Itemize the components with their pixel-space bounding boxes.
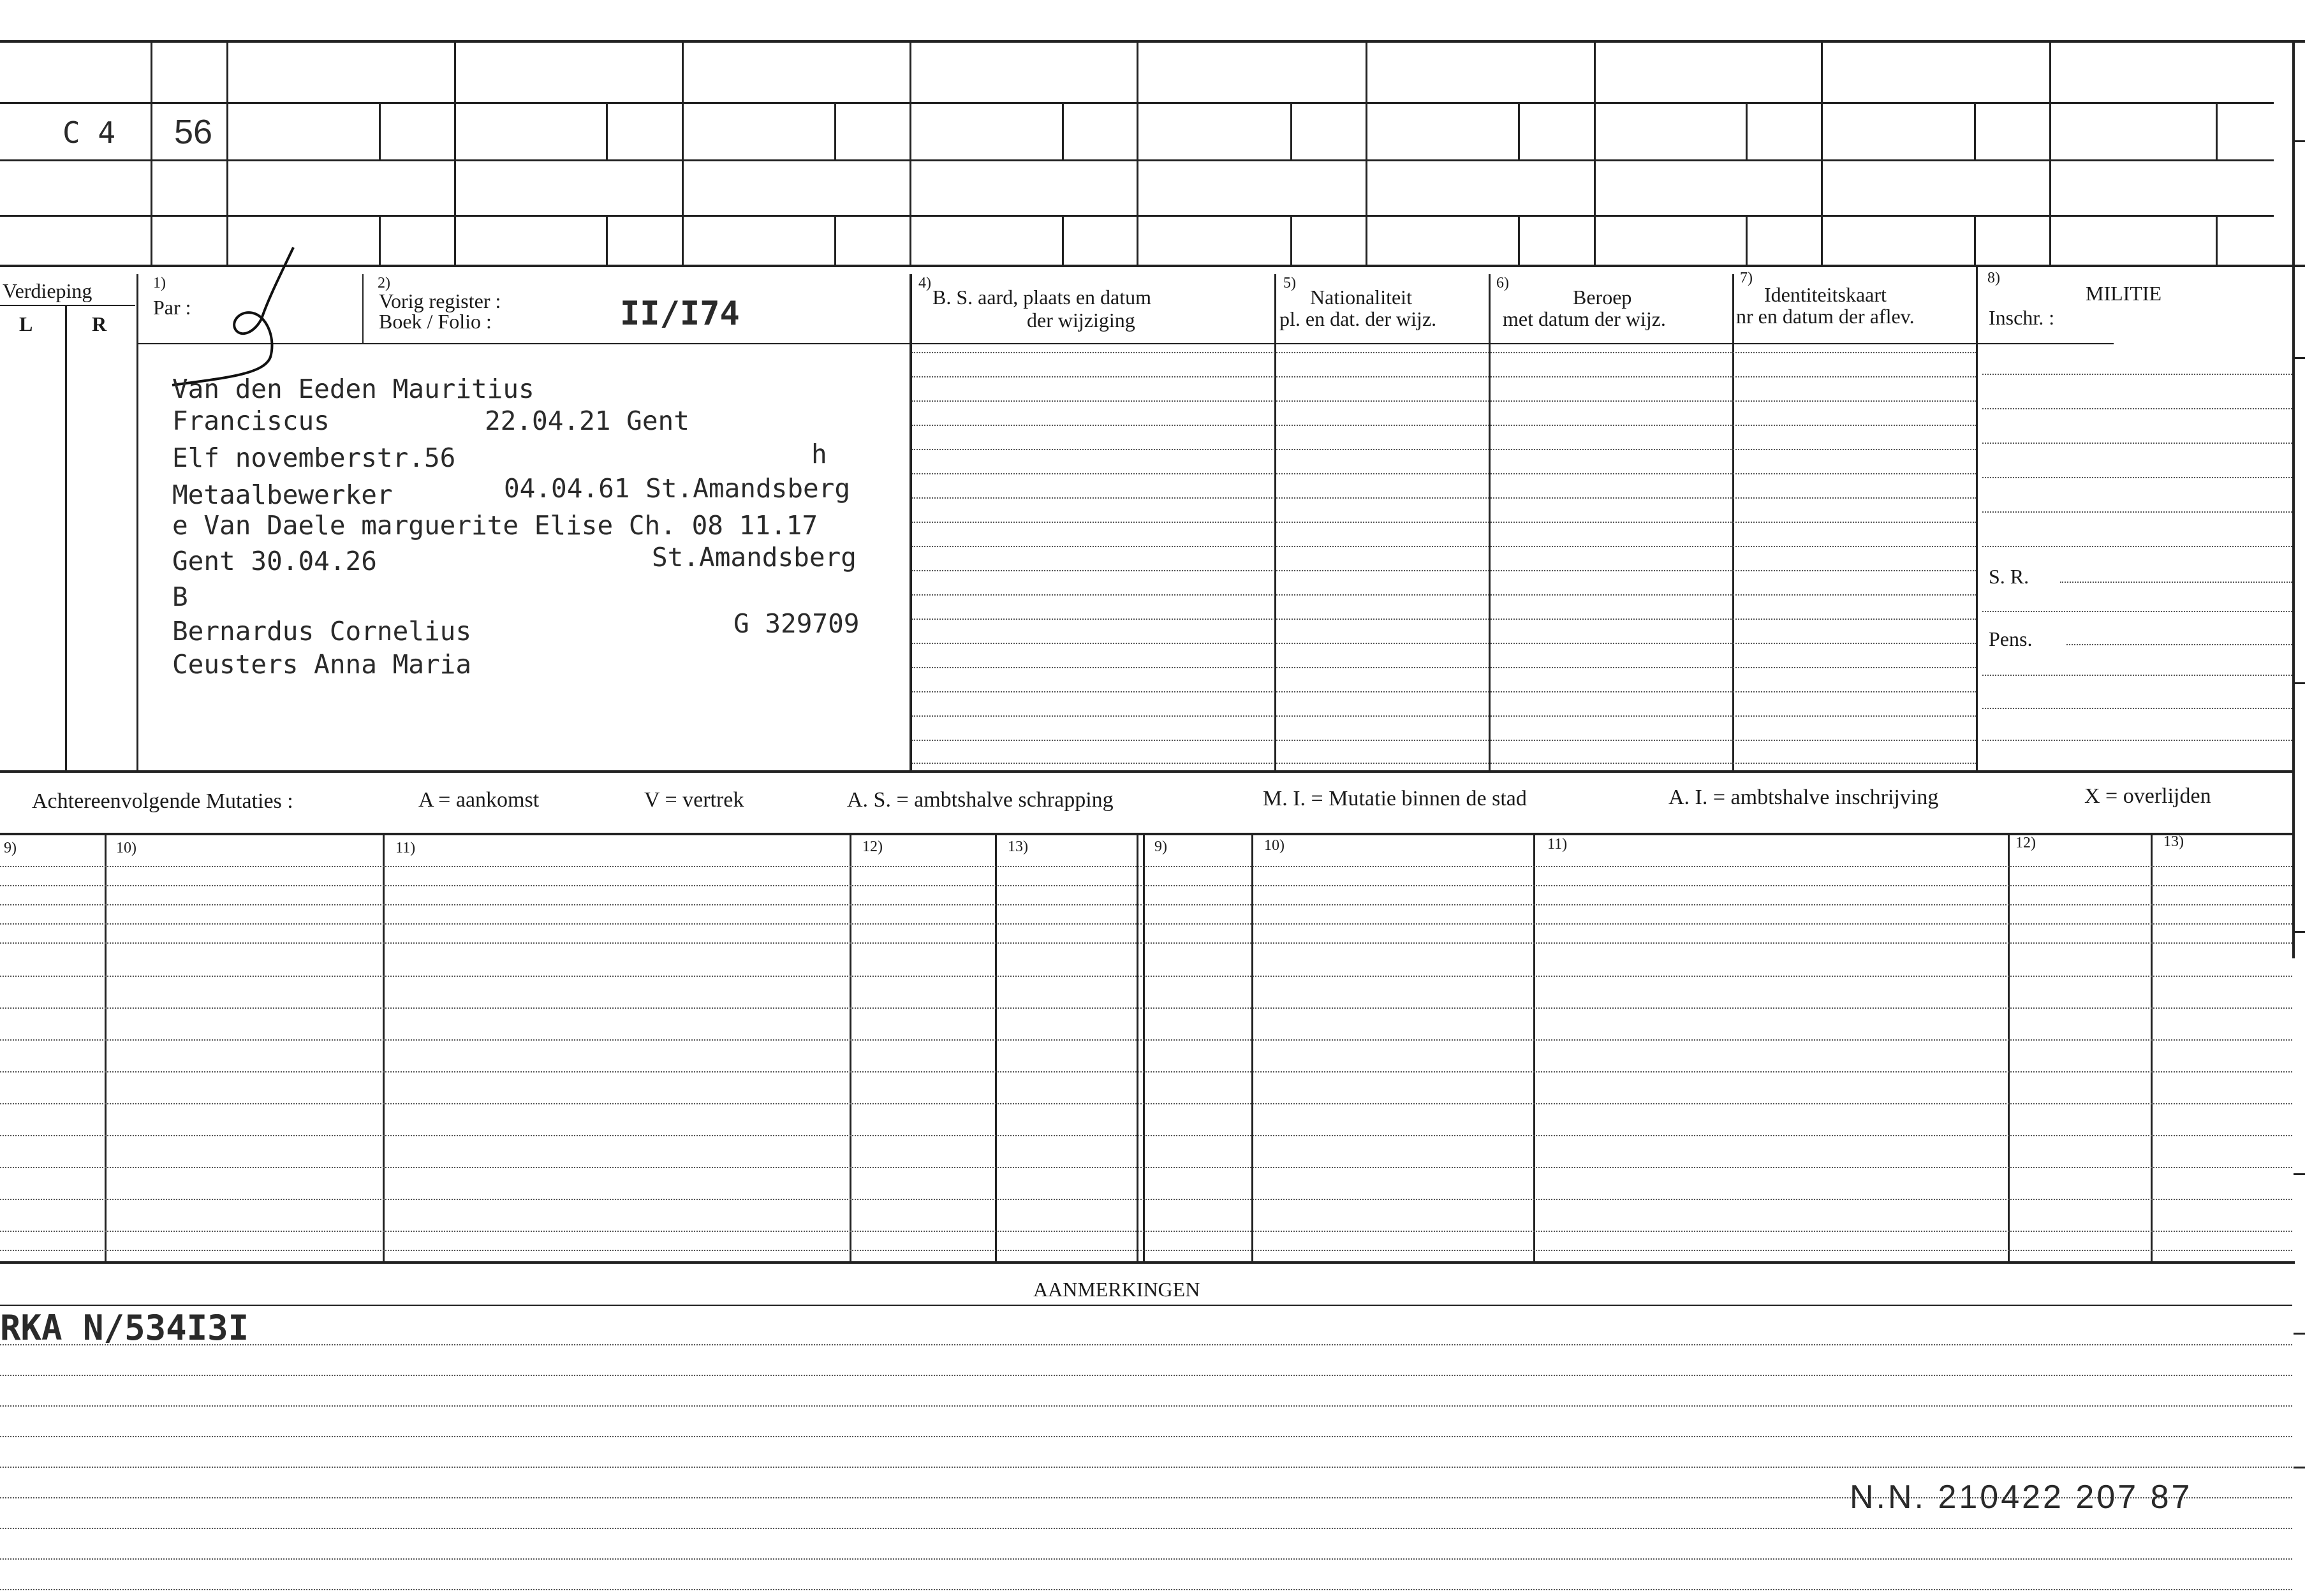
mutation-col-10b: 10) [1264,837,1285,854]
header-col-r: R [92,312,107,335]
header-1-number: 1) [153,275,166,291]
header-militie: MILITIE [2086,282,2162,305]
header-nationaliteit-sub: pl. en dat. der wijz. [1279,307,1437,330]
national-number: N.N. 210422 207 87 [1850,1479,2193,1516]
mutation-col-9a: 9) [4,840,17,856]
record-line-2-name: Franciscus [172,406,330,436]
label-pens: Pens. [1989,627,2033,650]
header-identiteitskaart: Identiteitskaart [1764,283,1887,306]
header-beroep-sub: met datum der wijz. [1503,307,1666,330]
header-2-number: 2) [378,275,390,291]
legend-ambtshalve-inschrijving: A. I. = ambtshalve inschrijving [1668,786,1939,809]
header-par: Par : [153,296,191,319]
previous-register-value: II/I74 [620,295,740,333]
record-line-9: Ceusters Anna Maria [172,649,471,680]
record-line-5: e Van Daele marguerite Elise Ch. 08 11.17 [172,510,818,541]
record-line-7: B [172,582,188,612]
legend-title: Achtereenvolgende Mutaties : [32,789,293,813]
mutation-col-9b: 9) [1154,838,1167,855]
signature-mark [159,242,306,395]
record-line-4-job: Metaalbewerker [172,480,393,510]
header-nationaliteit: Nationaliteit [1310,286,1412,309]
index-number: 56 [174,113,213,151]
legend-vertrek: V = vertrek [644,788,744,812]
remarks-reference: RKA N/534I3I [0,1308,249,1348]
mutation-col-12b: 12) [2015,835,2036,851]
record-line-4-date: 04.04.61 St.Amandsberg [504,473,851,504]
header-vorig-register: Vorig register : [379,289,501,312]
mutation-col-13a: 13) [1008,838,1028,855]
mutation-col-11a: 11) [395,840,416,856]
mutation-col-12a: 12) [862,838,883,855]
header-col-l: L [19,312,33,335]
remarks-title: AANMERKINGEN [1033,1278,1200,1301]
label-sr: S. R. [1989,565,2029,588]
header-bs-b: der wijziging [1027,309,1135,332]
record-line-6-place: Gent 30.04.26 [172,546,377,576]
record-line-3-mark: h [811,439,827,469]
header-8-number: 8) [1987,270,2000,286]
record-line-8-name: Bernardus Cornelius [172,616,471,647]
header-4-number: 4) [918,275,931,291]
header-bs-a: B. S. aard, plaats en datum [932,286,1152,309]
header-7-number: 7) [1740,270,1753,286]
header-verdieping: Verdieping [3,279,92,302]
record-line-1: Van den Eeden Mauritius [172,374,534,404]
record-line-6-right: St.Amandsberg [652,542,857,573]
record-line-8-number: G 329709 [733,608,860,639]
legend-ambtshalve-schrapping: A. S. = ambtshalve schrapping [847,788,1114,812]
header-identiteitskaart-sub: nr en datum der aflev. [1736,305,1915,328]
header-inschr: Inschr. : [1989,306,2055,329]
record-line-3: Elf novemberstr.56 [172,443,456,473]
mutation-col-13b: 13) [2163,833,2184,850]
record-line-2-date: 22.04.21 Gent [485,406,689,436]
legend-mutatie-stad: M. I. = Mutatie binnen de stad [1263,787,1527,810]
header-boek-folio: Boek / Folio : [379,310,492,333]
mutation-col-11b: 11) [1547,836,1568,853]
legend-aankomst: A = aankomst [418,788,540,812]
legend-overlijden: X = overlijden [2084,784,2211,808]
mutation-col-10a: 10) [116,840,136,856]
header-5-number: 5) [1283,275,1296,291]
index-code: C 4 [63,115,116,150]
header-6-number: 6) [1496,275,1509,291]
header-beroep: Beroep [1573,286,1632,309]
